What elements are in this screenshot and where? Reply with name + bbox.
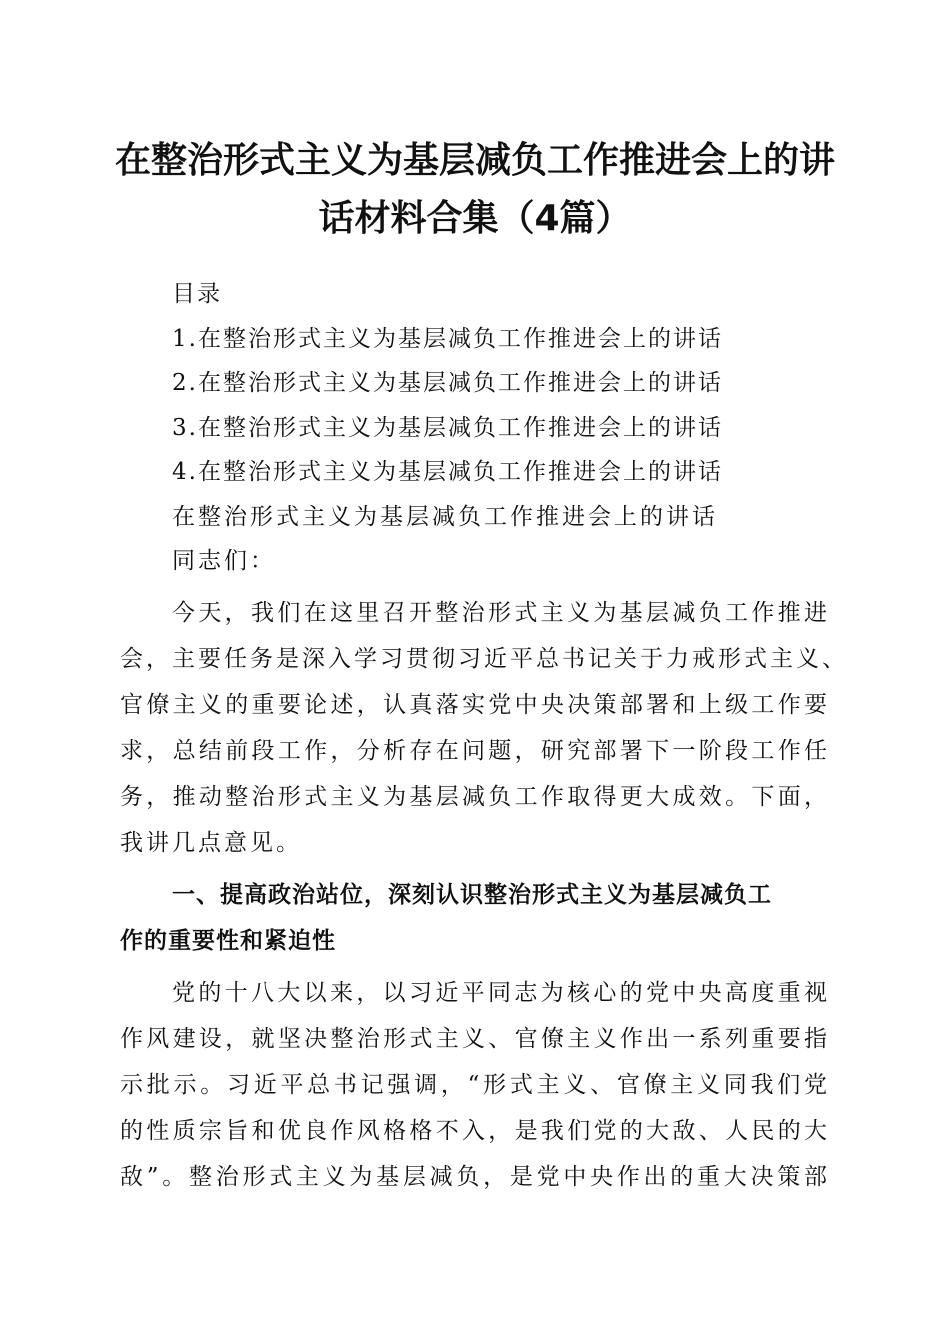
toc-item: 1.在整治形式主义为基层减负工作推进会上的讲话 bbox=[172, 325, 723, 352]
paragraph-line: 作风建设，就坚决整治形式主义、官僚主义作出一系列重要指 bbox=[120, 1025, 830, 1052]
section-heading-line: 作的重要性和紧迫性 bbox=[120, 927, 336, 954]
paragraph-line: 会，主要任务是深入学习贯彻习近平总书记关于力戒形式主义、 bbox=[120, 645, 848, 672]
paragraph-line: 示批示。习近平总书记强调，“形式主义、官僚主义同我们党 bbox=[120, 1071, 830, 1098]
section-heading-line: 一、提高政治站位，深刻认识整治形式主义为基层减负工 bbox=[172, 881, 772, 908]
document-title bbox=[110, 132, 840, 248]
paragraph-intro bbox=[120, 590, 848, 866]
speech-title: 在整治形式主义为基层减负工作推进会上的讲话 bbox=[172, 503, 718, 530]
document-title-line: 在整治形式主义为基层减负工作推进会上的讲 bbox=[114, 140, 835, 181]
greeting: 同志们： bbox=[172, 548, 276, 574]
toc-item: 3.在整治形式主义为基层减负工作推进会上的讲话 bbox=[172, 414, 723, 441]
toc-heading: 目录 bbox=[172, 281, 222, 307]
paragraph-line: 求，总结前段工作，分析存在问题，研究部署下一阶段工作任 bbox=[120, 737, 830, 764]
paragraph-line: 党的十八大以来，以习近平同志为核心的党中央高度重视 bbox=[172, 979, 830, 1006]
paragraph-line: 今天，我们在这里召开整治形式主义为基层减负工作推进 bbox=[172, 599, 830, 626]
document-title-line: 话材料合集（4篇） bbox=[318, 198, 632, 239]
section-heading bbox=[120, 872, 830, 964]
toc-item: 2.在整治形式主义为基层减负工作推进会上的讲话 bbox=[172, 370, 723, 396]
toc-item: 4.在整治形式主义为基层减负工作推进会上的讲话 bbox=[172, 459, 723, 485]
paragraph-line: 官僚主义的重要论述，认真落实党中央决策部署和上级工作要 bbox=[120, 691, 830, 718]
paragraph-line: 敌”。整治形式主义为基层减负，是党中央作出的重大决策部 bbox=[120, 1163, 830, 1190]
paragraph-line: 我讲几点意见。 bbox=[120, 829, 302, 856]
paragraph-line: 的性质宗旨和优良作风格格不入，是我们党的大敌、人民的大 bbox=[120, 1117, 830, 1144]
document-body bbox=[120, 272, 848, 1200]
paragraph-section1 bbox=[120, 970, 830, 1200]
table-of-contents bbox=[120, 272, 830, 495]
paragraph-line: 务，推动整治形式主义为基层减负工作取得更大成效。下面， bbox=[120, 783, 830, 810]
